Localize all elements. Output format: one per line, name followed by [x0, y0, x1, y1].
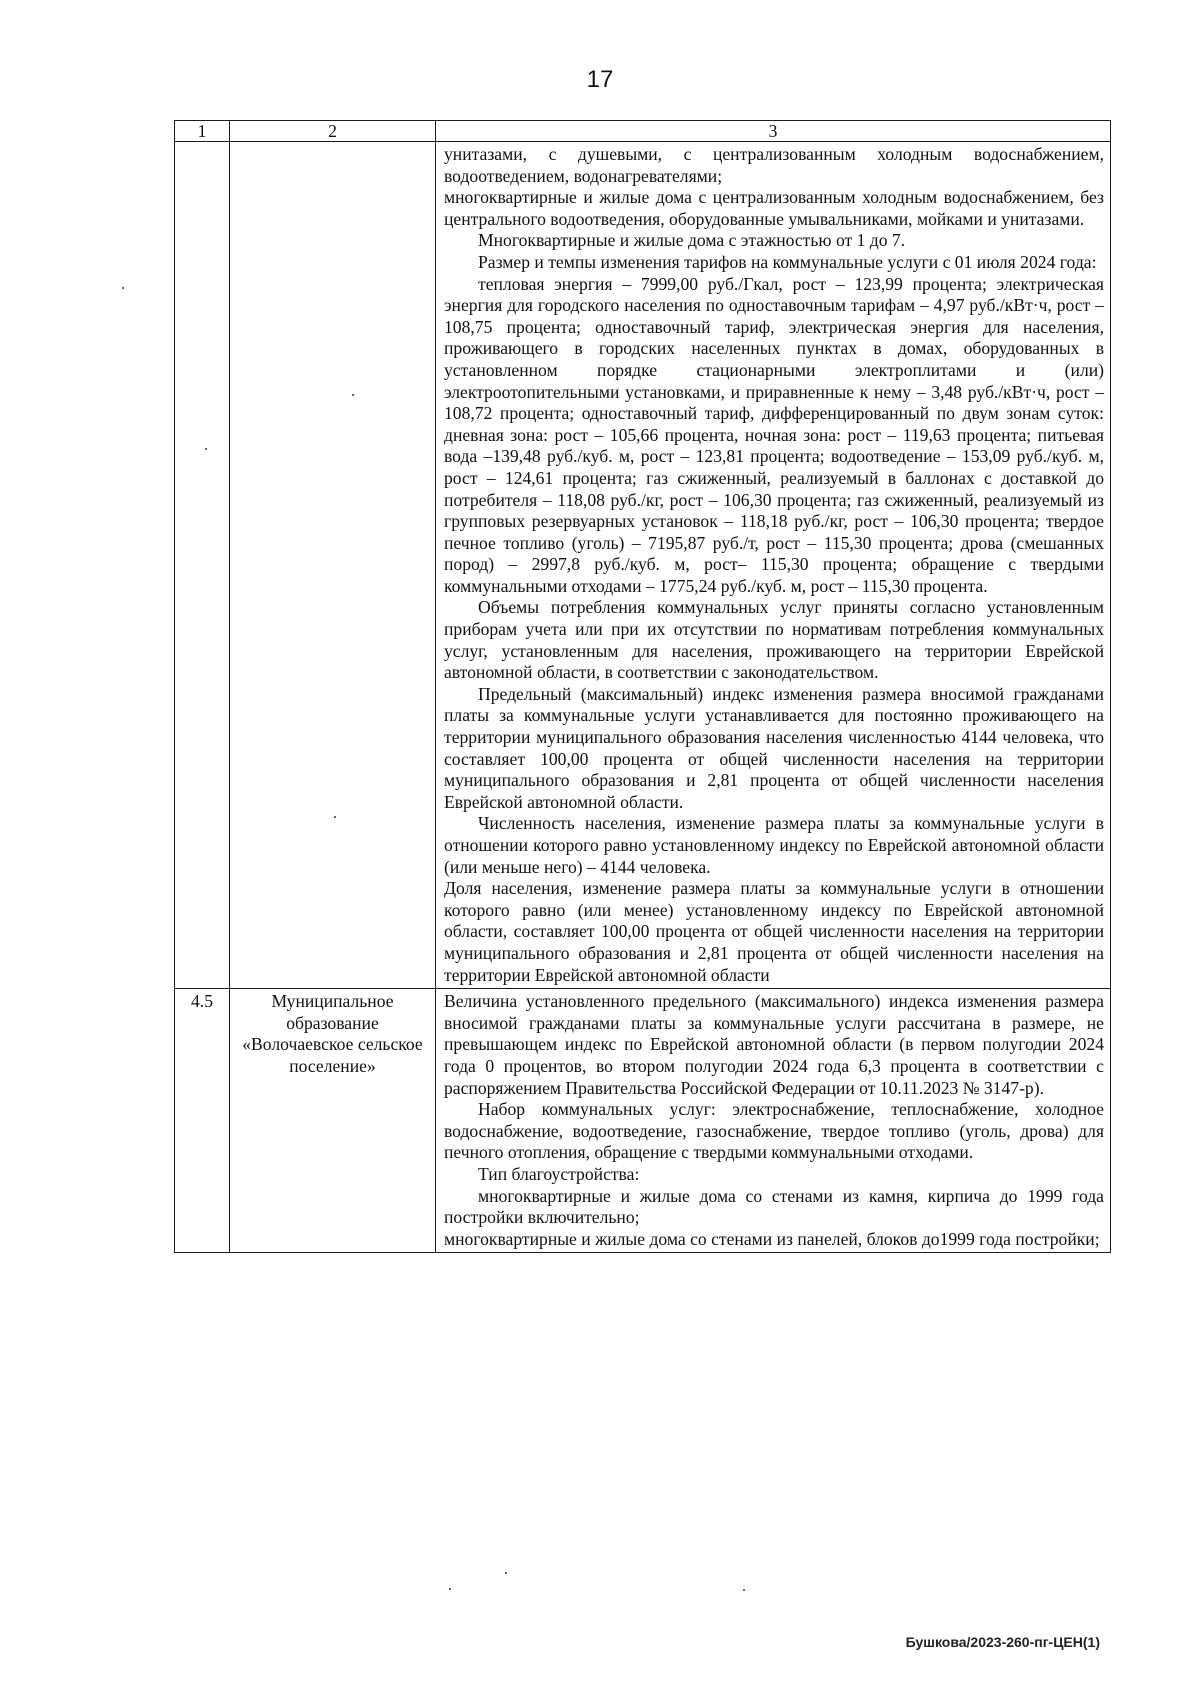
description-paragraph: Численность населения, изменение размера платы за коммунальные услуги в отношении которого равно установленному индексу по Еврейской автономной области (или меньше него) – 4144 человека.	[444, 813, 1104, 877]
scan-speck	[449, 1588, 451, 1590]
description-paragraph: Размер и темпы изменения тарифов на коммунальные услуги с 01 июля 2024 года:	[478, 251, 1097, 272]
table-header-row	[175, 121, 1111, 142]
table-body	[175, 142, 1111, 1253]
column-header-3: 3	[436, 121, 1111, 142]
description-paragraph: тепловая энергия – 7999,00 руб./Гкал, рост – 123,99 процента; электрическая энергия для городского населения по одноставочным тарифам – 4,97 руб./кВт·ч, рост – 108,75 процента; одноставочный тариф, электрическая энергия для населения, проживающего в городских населенных пунктах в домах, оборудованных в установленном порядке стационарными электроплитами и (или) электроотопительными установками, и приравненные к нему – 3,48 руб./кВт·ч, рост – 108,72 процента; одноставочный тариф, дифференцированный по двум зонам суток: дневная зона: рост – 105,66 процента, ночная зона: рост – 119,63 процента; питьевая вода –139,48 руб./куб. м, рост – 123,81 процента; водоотведение – 153,09 руб./куб. м, рост – 124,61 процента; газ сжиженный, реализуемый в баллонах с доставкой до потребителя – 118,08 руб./кг, рост – 106,30 процента; газ сжиженный, реализуемый из групповых резервуарных установок – 118,18 руб./кг, рост – 106,30 процента; твердое печное топливо (уголь) – 7195,87 руб./т, рост – 115,30 процента; дрова (смешанных пород) – 2997,8 руб./куб. м, рост– 115,30 процента; обращение с твердыми коммунальными отходами – 1775,24 руб./куб. м, рост – 115,30 процента.	[444, 273, 1104, 596]
document-code: Бушкова/2023-260-пг-ЦЕН(1)	[905, 1634, 1100, 1650]
description-paragraph: многоквартирные и жилые дома со стенами из камня, кирпича до 1999 года постройки включительно;	[444, 1185, 1104, 1228]
scan-speck	[352, 394, 354, 396]
description-paragraph: Объемы потребления коммунальных услуг приняты согласно установленным приборам учета или при их отсутствии по нормативам потребления коммунальных услуг, установленным для населения, проживающего на территории Еврейской автономной области, в соответствии с законодательством.	[444, 597, 1104, 683]
description-paragraph: Величина установленного предельного (максимального) индекса изменения размера вносимой гражданами платы за коммунальные услуги рассчитана в размере, не превышающем индекс по Еврейской автономной области (в первом полугодии 2024 года 0 процентов, во втором полугодии 2024 года 6,3 процента в соответствии с распоряжением Правительства Российской Федерации от 10.11.2023 № 3147-р).	[444, 991, 1104, 1098]
column-header-1: 1	[175, 121, 230, 142]
description-paragraph: многоквартирные и жилые дома с централизованным холодным водоснабжением, без центрального водоотведения, оборудованные умывальниками, мойками и унитазами.	[444, 187, 1104, 229]
table-row	[175, 989, 1111, 1253]
row-number-cell: 4.5	[175, 989, 230, 1253]
description-paragraph: Набор коммунальных услуг: электроснабжение, теплоснабжение, холодное водоснабжение, водоотведение, газоснабжение, твердое топливо (уголь, дрова) для печного отопления, обращение с твердыми коммунальными отходами.	[444, 1099, 1104, 1163]
description-paragraph: Доля населения, изменение размера платы за коммунальные услуги в отношении которого равно (или менее) установленному индексу по Еврейской автономной области, составляет 100,00 процента от общей численности населения на территории муниципального образования и 2,81 процента от общей численности населения на территории Еврейской автономной области	[444, 878, 1104, 985]
table-row	[175, 142, 1111, 989]
description-paragraph: унитазами, с душевыми, с централизованным холодным водоснабжением, водоотведением, водонагревателями;	[444, 144, 1104, 186]
scan-speck	[334, 816, 336, 818]
column-header-2: 2	[230, 121, 436, 142]
municipality-name-cell	[230, 142, 436, 989]
scan-speck	[205, 448, 207, 450]
page-number: 17	[586, 66, 614, 93]
scan-speck	[743, 1589, 745, 1591]
description-cell	[436, 989, 1111, 1253]
description-paragraph: Тип благоустройства:	[478, 1163, 640, 1184]
description-paragraph: Многоквартирные и жилые дома с этажностью от 1 до 7.	[478, 230, 906, 251]
description-paragraph: многоквартирные и жилые дома со стенами из панелей, блоков до1999 года постройки;	[444, 1228, 1100, 1249]
tariff-table	[174, 120, 1111, 1253]
scan-speck	[505, 1572, 507, 1574]
scan-speck	[122, 287, 124, 289]
description-paragraph: Предельный (максимальный) индекс изменения размера вносимой гражданами платы за коммунальные услуги устанавливается для постоянно проживающего на территории муниципального образования населения численностью 4144 человека, что составляет 100,00 процента от общей численности населения на территории муниципального образования и 2,81 процента от общей численности населения Еврейской автономной области.	[444, 683, 1104, 812]
description-cell	[436, 142, 1111, 989]
municipality-name-cell: Муниципальное образование «Волочаевское сельское поселение»	[230, 989, 436, 1253]
row-number-cell	[175, 142, 230, 989]
